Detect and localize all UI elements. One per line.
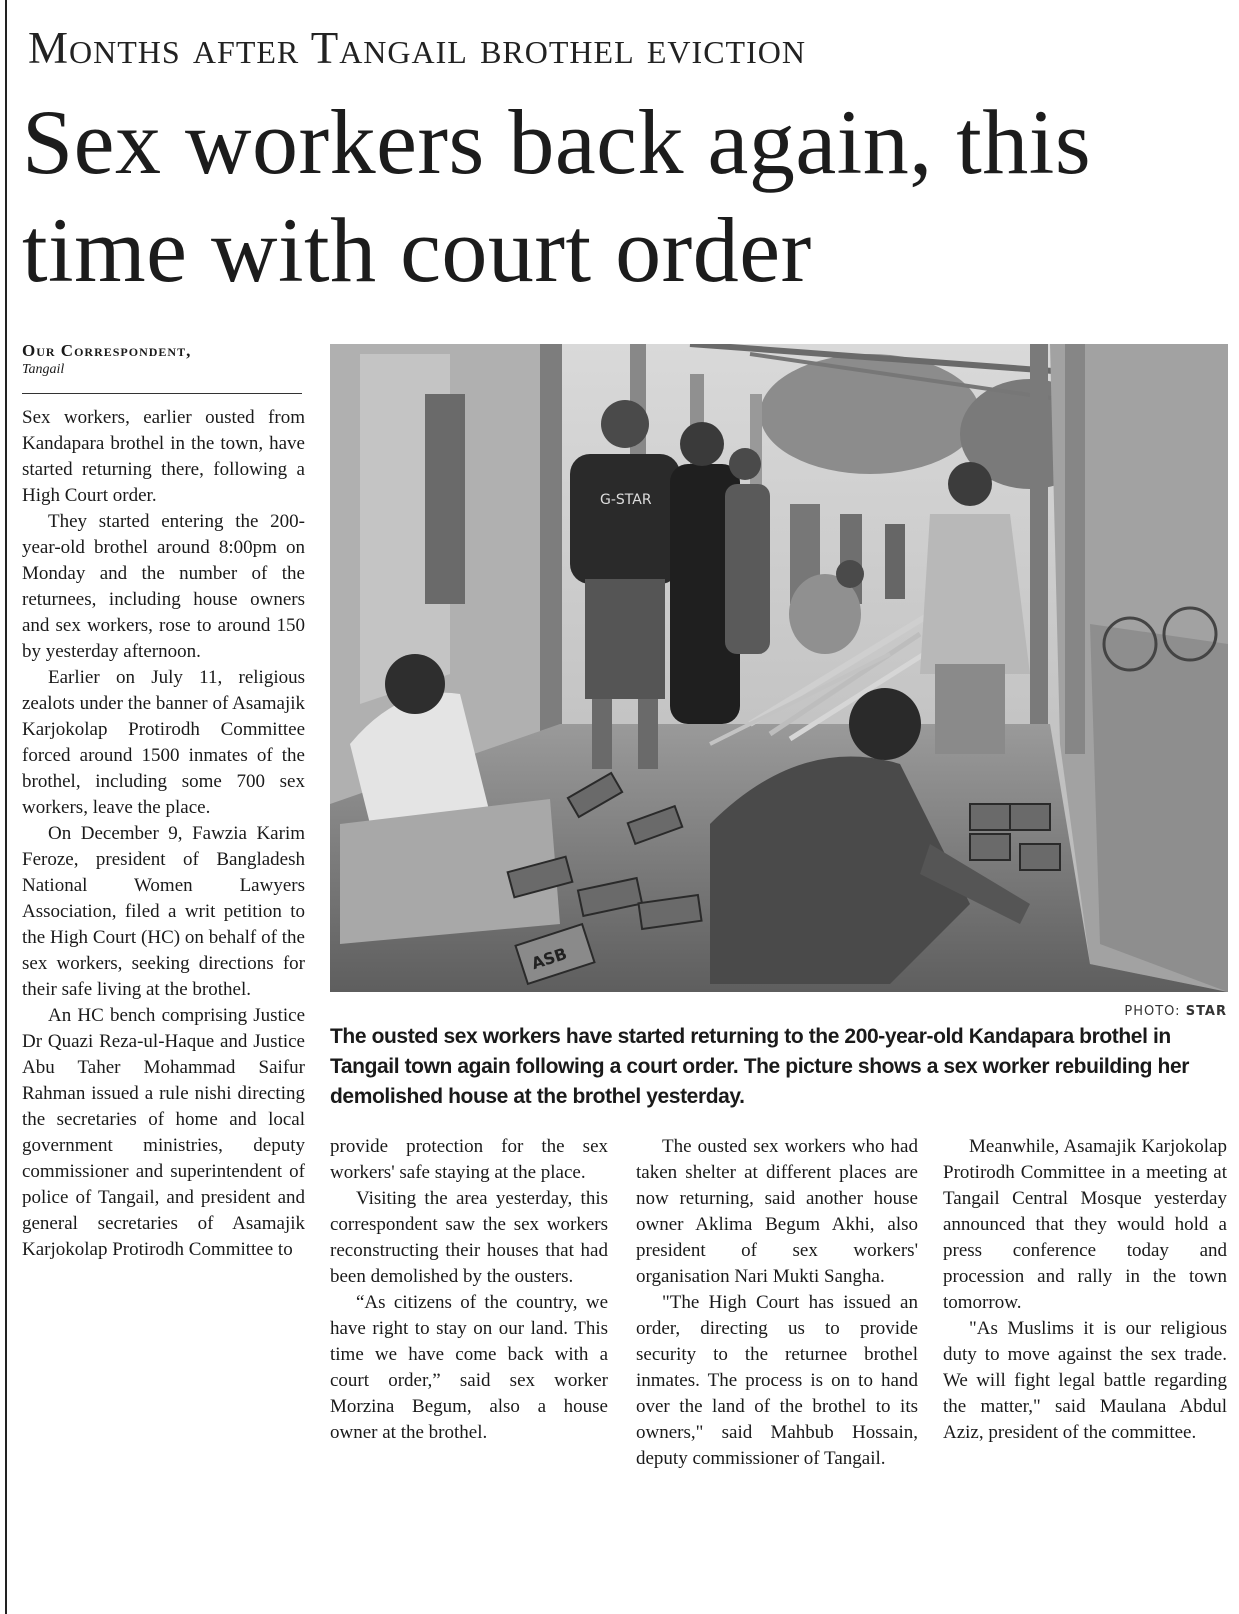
- byline-location: Tangail: [22, 362, 65, 377]
- column-rule: [5, 0, 7, 1614]
- photo-credit: [1124, 1004, 1227, 1019]
- body-column-1: [22, 405, 305, 1263]
- headline: Sex workers back again, this time with court order: [22, 91, 1092, 301]
- byline-author: Our Correspondent,: [22, 341, 192, 360]
- byline-divider: [22, 393, 302, 394]
- kicker-text: Months after Tangail brothel eviction: [28, 23, 806, 73]
- body-column-3: [636, 1134, 918, 1472]
- photo-credit-source: STAR: [1185, 1004, 1227, 1019]
- paragraph: On December 9, Fawzia Karim Feroze, president of Bangladesh National Women Lawyers Association, filed a writ petition to the High Court (HC) on behalf of the sex workers, seeking directions for their safe living at the brothel.: [22, 823, 305, 1000]
- paragraph: provide protection for the sex workers' safe staying at the place.: [330, 1136, 608, 1183]
- photo-credit-label: PHOTO:: [1124, 1004, 1181, 1019]
- byline: [22, 341, 302, 378]
- news-photo: [330, 344, 1228, 992]
- paragraph: Sex workers, earlier ousted from Kandapara brothel in the town, have started returning there, following a High Court order.: [22, 407, 305, 506]
- paragraph: Earlier on July 11, religious zealots under the banner of Asamajik Karjokolap Protirodh Committee forced around 1500 inmates of the brothel, including some 700 sex workers, leave the place.: [22, 667, 305, 818]
- photo-illustration: [330, 344, 1228, 992]
- paragraph: Visiting the area yesterday, this correspondent saw the sex workers reconstructing their houses that had been demolished by the ousters.: [330, 1188, 608, 1287]
- photo-caption: The ousted sex workers have started returning to the 200-year-old Kandapara brothel in Tangail town again following a court order. The picture shows a sex worker rebuilding her demolished house at the brothel yesterday.: [330, 1025, 1189, 1108]
- shirt-print: G-STAR: [600, 492, 652, 508]
- paragraph: "The High Court has issued an order, directing us to provide security to the returnee brothel inmates. The process is on to hand over the land of the brothel to its owners," said Mahbub Hossain, deputy commissioner of Tangail.: [636, 1292, 918, 1469]
- body-column-4: [943, 1134, 1227, 1446]
- paragraph: Meanwhile, Asamajik Karjokolap Protirodh Committee in a meeting at Tangail Central Mosque yesterday announced that they would hold a press conference today and procession and rally in the town tomorrow.: [943, 1136, 1227, 1313]
- body-column-2: [330, 1134, 608, 1446]
- paragraph: “As citizens of the country, we have right to stay on our land. This time we have come back with a court order,” said sex worker Morzina Begum, also a house owner at the brothel.: [330, 1292, 608, 1443]
- brick-stamp: ASB: [529, 943, 570, 974]
- paragraph: They started entering the 200-year-old brothel around 8:00pm on Monday and the number of the returnees, including house owners and sex workers, rose to around 150 by yesterday afternoon.: [22, 511, 305, 662]
- paragraph: "As Muslims it is our religious duty to move against the sex trade. We will fight legal battle regarding the matter," said Maulana Abdul Aziz, president of the committee.: [943, 1318, 1227, 1443]
- paragraph: The ousted sex workers who had taken shelter at different places are now returning, said another house owner Aklima Begum Akhi, also president of sex workers' organisation Nari Mukti Sangha.: [636, 1136, 918, 1287]
- kicker: [28, 22, 806, 74]
- paragraph: An HC bench comprising Justice Dr Quazi Reza-ul-Haque and Justice Abu Taher Mohammad Saifur Rahman issued a rule nishi directing the secretaries of home and local government ministries, deputy commissioner and superintendent of police of Tangail, and president and general secretaries of Asamajik Karjokolap Protirodh Committee to: [22, 1005, 305, 1260]
